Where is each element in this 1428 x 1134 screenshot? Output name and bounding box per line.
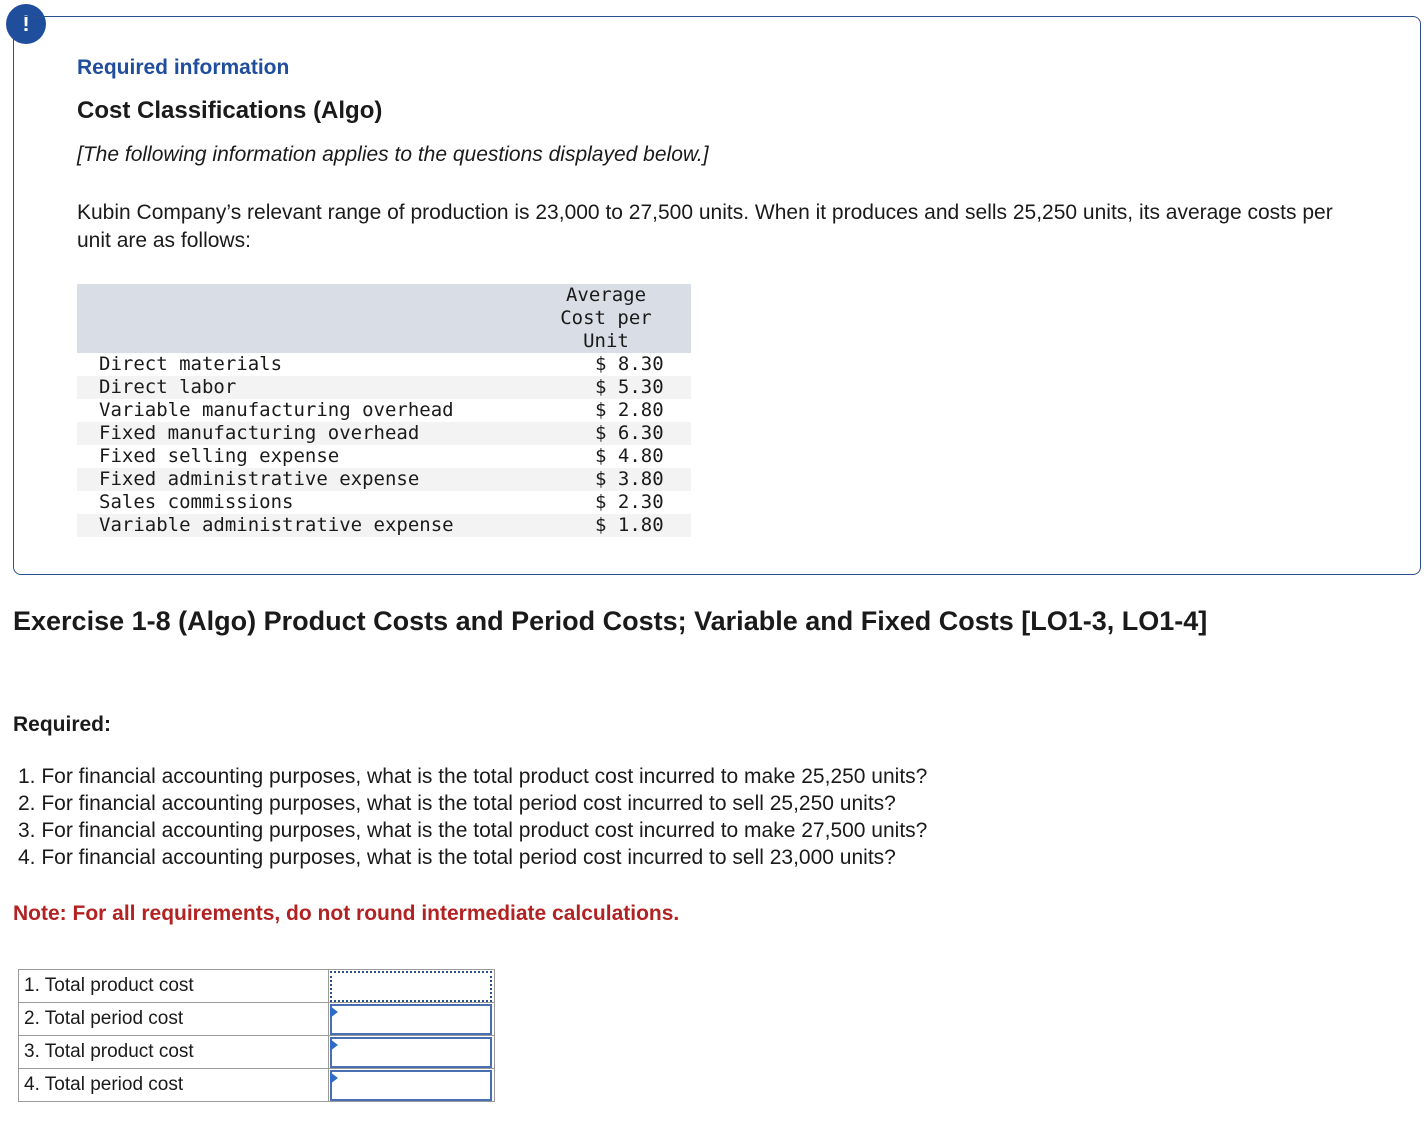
cost-table (77, 284, 691, 537)
answer-cell (329, 970, 495, 1003)
cost-label: Fixed administrative expense (99, 468, 420, 490)
cost-table-header-label: Average Cost per Unit (560, 284, 652, 352)
input-marker-icon (330, 1072, 338, 1084)
table-row (77, 399, 691, 422)
list-item: 4. For financial accounting purposes, what is the total period cost incurred to sell 23,000 units? (18, 846, 896, 869)
list-item: 2. For financial accounting purposes, what is the total period cost incurred to sell 25,250 units? (18, 792, 896, 815)
cost-value: $ 6.30 (595, 422, 664, 444)
answer-cell (329, 1036, 495, 1069)
rounding-note: Note: For all requirements, do not round intermediate calculations. (13, 902, 680, 925)
question-list (18, 763, 927, 871)
table-row (19, 970, 495, 1003)
input-marker-icon (330, 1039, 338, 1051)
cost-value: $ 1.80 (595, 514, 664, 536)
total-product-cost-3-input[interactable] (330, 1037, 492, 1068)
alert-icon: ! (6, 4, 46, 44)
table-row (77, 445, 691, 468)
required-heading: Required: (13, 713, 112, 736)
answer-label: 3. Total product cost (19, 1036, 329, 1069)
cost-value: $ 2.80 (595, 399, 664, 421)
required-information-heading: Required information (77, 56, 290, 79)
answer-table (18, 969, 495, 1102)
cost-value: $ 2.30 (595, 491, 664, 513)
answer-label: 4. Total period cost (19, 1069, 329, 1102)
cost-value: $ 5.30 (595, 376, 664, 398)
cost-value: $ 4.80 (595, 445, 664, 467)
table-row (77, 376, 691, 399)
section-title: Cost Classifications (Algo) (77, 97, 383, 124)
table-row (77, 491, 691, 514)
table-row (77, 422, 691, 445)
cost-label: Fixed manufacturing overhead (99, 422, 420, 444)
cost-label: Direct materials (99, 353, 283, 375)
cost-value: $ 8.30 (595, 353, 664, 375)
list-item: 3. For financial accounting purposes, what is the total product cost incurred to make 27,500 units? (18, 819, 928, 842)
cost-label: Variable manufacturing overhead (99, 399, 454, 421)
cost-value: $ 3.80 (595, 468, 664, 490)
info-applies-note: [The following information applies to the questions displayed below.] (77, 143, 709, 166)
table-row (77, 468, 691, 491)
exercise-title: Exercise 1-8 (Algo) Product Costs and Period Costs; Variable and Fixed Costs [LO1-3, LO1-4] (13, 606, 1208, 636)
cost-label: Fixed selling expense (99, 445, 340, 467)
intro-paragraph: Kubin Company’s relevant range of production is 23,000 to 27,500 units. When it produces and sells 25,250 units, its average costs per unit are as follows: (77, 201, 1333, 252)
table-row (77, 353, 691, 376)
total-period-cost-4-input[interactable] (330, 1070, 492, 1101)
input-marker-icon (330, 1006, 338, 1018)
total-product-cost-1-input[interactable] (330, 971, 492, 1002)
list-item: 1. For financial accounting purposes, what is the total product cost incurred to make 25,250 units? (18, 765, 928, 788)
total-period-cost-2-input[interactable] (330, 1004, 492, 1035)
table-row (77, 514, 691, 537)
answer-cell (329, 1003, 495, 1036)
answer-label: 2. Total period cost (19, 1003, 329, 1036)
answer-cell (329, 1069, 495, 1102)
cost-label: Variable administrative expense (99, 514, 454, 536)
cost-table-header (77, 284, 691, 353)
cost-label: Direct labor (99, 376, 237, 398)
table-row (19, 1003, 495, 1036)
answer-label: 1. Total product cost (19, 970, 329, 1003)
table-row (19, 1036, 495, 1069)
table-row (19, 1069, 495, 1102)
cost-label: Sales commissions (99, 491, 294, 513)
